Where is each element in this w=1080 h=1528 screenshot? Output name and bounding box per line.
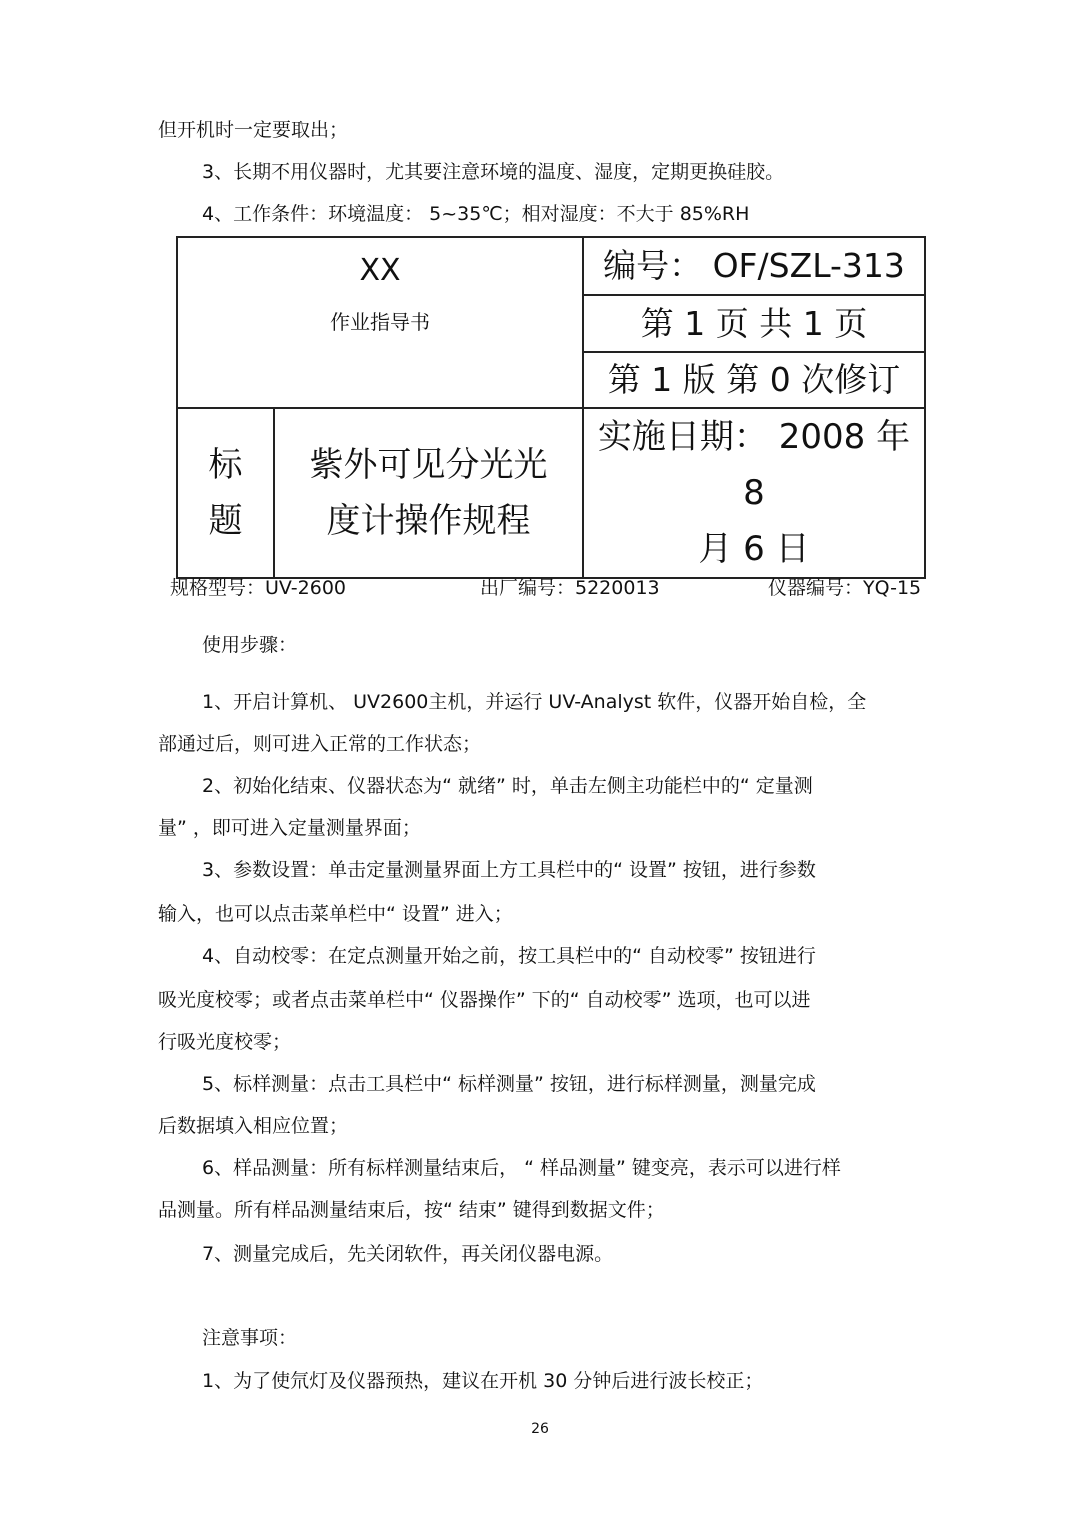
document-code-cell xyxy=(583,237,925,295)
organization-cell xyxy=(177,237,583,408)
effective-date: 月 6 日 xyxy=(698,529,810,569)
step-line: 2、初始化结束、仪器状态为“ 就绪” 时，单击左侧主功能栏中的“ 定量测 xyxy=(202,775,813,797)
text-line: 但开机时一定要取出； xyxy=(158,119,349,141)
page-number: 26 xyxy=(531,1421,549,1437)
step-line: 吸光度校零；或者点击菜单栏中“ 仪器操作” 下的“ 自动校零” 选项，也可以进 xyxy=(158,989,811,1011)
section-heading: 注意事项： xyxy=(202,1327,298,1349)
page-count-cell xyxy=(583,295,925,352)
serial-number: 出厂编号：5220013 xyxy=(480,577,660,599)
step-line: 5、标样测量：点击工具栏中“ 标样测量” 按钮，进行标样测量，测量完成 xyxy=(202,1073,816,1095)
step-line: 部通过后，则可进入正常的工作状态； xyxy=(158,733,482,755)
note-line: 1、为了使氘灯及仪器预热，建议在开机 30 分钟后进行波长校正； xyxy=(202,1370,764,1392)
page-count: 第 1 页 共 1 页 xyxy=(640,303,868,343)
step-line: 量” ，即可进入定量测量界面； xyxy=(158,817,421,839)
step-line: 后数据填入相应位置； xyxy=(158,1115,349,1137)
title-label: 标 xyxy=(208,445,243,485)
step-line: 行吸光度校零； xyxy=(158,1031,292,1053)
step-line: 输入，也可以点击菜单栏中“ 设置” 进入； xyxy=(158,903,513,925)
text-line: 4、工作条件：环境温度： 5~35℃；相对湿度：不大于 85%RH xyxy=(202,203,750,225)
effective-date-cell xyxy=(583,408,925,578)
step-line: 1、开启计算机、 UV2600主机，并运行 UV-Analyst 软件，仪器开始自检，全 xyxy=(202,691,867,713)
step-line: 4、自动校零：在定点测量开始之前，按工具栏中的“ 自动校零” 按钮进行 xyxy=(202,945,816,967)
revision-cell xyxy=(583,352,925,408)
step-line: 6、样品测量：所有标样测量结束后， “ 样品测量” 键变亮，表示可以进行样 xyxy=(202,1157,841,1179)
title-label-cell xyxy=(177,408,274,578)
instrument-number: 仪器编号：YQ-15 xyxy=(768,577,922,599)
step-line: 品测量。所有样品测量结束后，按“ 结束” 键得到数据文件； xyxy=(158,1199,665,1221)
section-heading: 使用步骤： xyxy=(202,634,298,656)
document-code: 编号： OF/SZL-313 xyxy=(603,246,905,285)
step-line: 3、参数设置：单击定量测量界面上方工具栏中的“ 设置” 按钮，进行参数 xyxy=(202,859,816,881)
organization-name: XX xyxy=(359,253,401,288)
title-label: 题 xyxy=(208,501,243,541)
document-title: 度计操作规程 xyxy=(326,501,531,541)
title-cell xyxy=(274,408,583,578)
document-title: 紫外可见分光光 xyxy=(309,445,548,485)
step-line: 7、测量完成后，先关闭软件，再关闭仪器电源。 xyxy=(202,1243,614,1265)
document-type: 作业指导书 xyxy=(330,310,430,334)
document-header-table xyxy=(176,236,926,579)
text-line: 3、长期不用仪器时，尤其要注意环境的温度、湿度，定期更换硅胶。 xyxy=(202,161,785,183)
revision: 第 1 版 第 0 次修订 xyxy=(607,360,901,399)
effective-date: 实施日期： 2008 年 8 xyxy=(597,417,911,513)
model-number: 规格型号：UV-2600 xyxy=(170,577,347,599)
